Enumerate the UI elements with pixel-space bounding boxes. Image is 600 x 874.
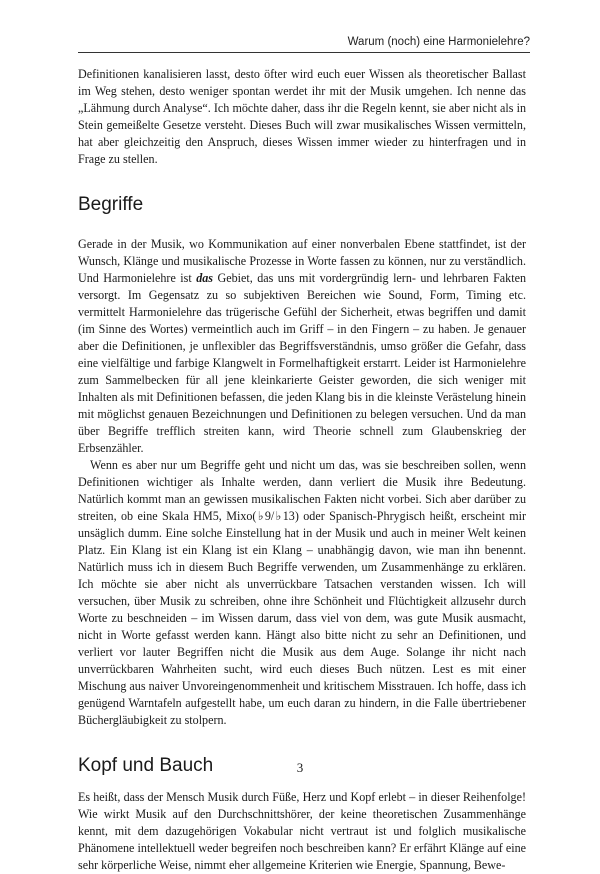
section-heading-begriffe: Begriffe xyxy=(78,194,144,215)
page-number: 3 xyxy=(296,760,304,775)
begriffe-p1-text-a: Gerade in der Musik, wo Kommunikation auf einer nonverbalen Ebene stattfindet, ist der Wunsch, Klänge und musikalische Prozesse in Worte fassen zu können, nur zu verständlich. Und Harmonielehre ist xyxy=(78,237,526,285)
running-head: Warum (noch) eine Harmonielehre? xyxy=(78,36,530,53)
intro-paragraph: Definitionen kanalisieren lasst, desto öfter wird euch euer Wissen als theoretischer Ballast im Weg stehen, desto weniger spontan werdet ihr mit der Musik umgehen. Ich nenne das „Lähmung durch Analyse“. Ich möchte daher, dass ihr die Regeln kennt, sie aber nicht als in Stein gemeißelte Gesetze versteht. Dieses Buch will zwar musikalisches Wissen vermitteln, hat aber gleichzeitig den Anspruch, dieses Wissen immer wieder zu hinterfragen und in Frage zu stellen. xyxy=(78,67,526,166)
section-heading-kopf-und-bauch: Kopf und Bauch xyxy=(78,755,214,776)
kopf-paragraph-1: Es heißt, dass der Mensch Musik durch Füße, Herz und Kopf erlebt – in dieser Reihenfolge! Wie wirkt Musik auf den Durchschnittshörer, der keine theoretischen Zusammenhänge kennt, mit dem dazugehörigen Vokabular nicht vertraut ist und folglich musikalische Phänomene intellektuell weder begreifen noch beschreiben kann? Er erfährt Klänge auf eine sehr körperliche Weise, nimmt eher allgemeine Kriterien wie Energie, Spannung, Bewe- xyxy=(78,790,526,872)
begriffe-paragraph-2: Wenn es aber nur um Begriffe geht und nicht um das, was sie beschreiben sollen, wenn Definitionen wichtiger als Inhalte werden, dann verliert die Musik ihre Bedeutung. Natürlich kommt man an gewissen musikalischen Fakten nicht vorbei. Sich aber darüber zu streiten, ob eine Skala HM5, Mixo(♭9/♭13) oder Spanisch-Phrygisch heißt, erscheint mir unsäglich dumm. Eine solche Einstellung hat in der Musik und auch in meiner Welt keinen Platz. Ein Klang ist ein Klang ist ein Klang – unabhängig davon, wie man ihn benennt. Natürlich muss ich in diesem Buch Begriffe verwenden, um Zusammenhänge zu erklären. Ich möchte sie aber nicht als unverrückbare Tatsachen verstanden wissen. Ich will versuchen, über Musik zu schreiben, ohne ihre Schönheit und Flüchtigkeit allzusehr durch Worte zu beschneiden – im Wissen darum, dass viel von dem, was gute Musik ausmacht, nicht in Worte gefasst werden kann. Hängt also bitte nicht zu sehr an Definitionen, und verliert vor lauter Begriffen nicht die Musik aus dem Auge. Solange ihr nicht nach unverrückbaren Wahrheiten sucht, wird euch dieses Buch nützen. Lest es mit einer Mischung aus naiver Unvoreingenommenheit und kritischem Misstrauen. Ich hoffe, dass ich genügend Warntafeln aufgestellt habe, um euch daran zu hindern, in die Falle übertriebener Büchergläubigkeit zu stolpern. xyxy=(78,458,526,727)
begriffe-paragraph-1 xyxy=(78,236,526,457)
section-begriffe xyxy=(78,193,526,729)
emphasis-das: das xyxy=(196,271,213,285)
page-body xyxy=(78,66,526,874)
begriffe-p1-text-b: Gebiet, das uns mit vordergründig lern- und lehrbaren Fakten versorgt. Im Gegensatz zu so subjektiven Bereichen wie Sound, Form, Timing etc. vermittelt Harmonielehre das trügerische Gefühl der Sicherheit, etwas begriffen und damit (im Sinne des Wortes) vermeintlich auch im Griff – in den Fingern – zu haben. Je genauer aber die Definitionen, je unflexibler das Begriffsverständnis, umso größer die Gefahr, dass eine vielfältige und farbige Klangwelt in Formelhaftigkeit erstarrt. Leider ist Harmonielehre zum Sammelbecken für all jene kleinkarierte Geister geworden, die sich weniger mit Inhalten als mit Definitionen befassen, die jeden Klang bis in die kleinste Verästelung hinein mit möglichst genauen Bezeichnungen und Definitionen zu belegen versuchen. Und da man über Begriffe trefflich streiten kann, wird Theorie schnell zum Glaubenskrieg der Erbsenzähler. xyxy=(78,271,527,455)
